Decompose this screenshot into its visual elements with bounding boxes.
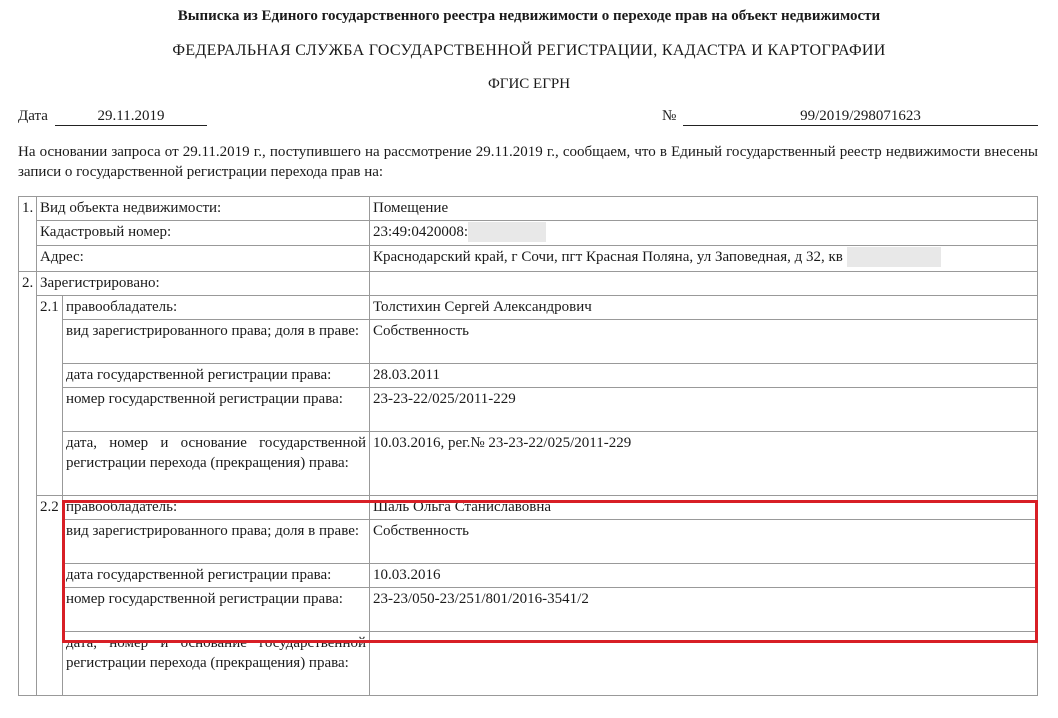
reg-date-value: 28.03.2011 [370, 364, 1038, 388]
transfer-label: дата, номер и основание государственной регистрации перехода (прекращения) права: [63, 432, 370, 496]
date-value: 29.11.2019 [55, 108, 207, 126]
object-type-label: Вид объекта недвижимости: [37, 197, 370, 221]
address-cell [370, 246, 1038, 272]
holder-value: Шаль Ольга Станиславовна [370, 496, 1038, 520]
table-row [19, 564, 1038, 588]
reg-date-label: дата государственной регистрации права: [63, 364, 370, 388]
reg-number-value: 23-23-22/025/2011-229 [370, 388, 1038, 432]
table-row [19, 197, 1038, 221]
table-row [19, 246, 1038, 272]
transfer-value [370, 632, 1038, 696]
table-row [19, 221, 1038, 246]
table-row [19, 588, 1038, 632]
number-label: № [662, 108, 677, 124]
table-row [19, 520, 1038, 564]
right-type-value: Собственность [370, 320, 1038, 364]
reg-number-label: номер государственной регистрации права: [63, 388, 370, 432]
holder-number: 2.1 [37, 296, 63, 496]
date-label: Дата [18, 108, 48, 124]
cadastral-label: Кадастровый номер: [37, 221, 370, 246]
reg-number-value: 23-23/050-23/251/801/2016-3541/2 [370, 588, 1038, 632]
registered-label: Зарегистрировано: [37, 272, 370, 296]
records-table [18, 196, 1038, 696]
cadastral-value: 23:49:0420008: [373, 224, 469, 240]
right-type-label: вид зарегистрированного права; доля в праве: [63, 320, 370, 364]
agency-name: ФЕДЕРАЛЬНАЯ СЛУЖБА ГОСУДАРСТВЕННОЙ РЕГИСТРАЦИИ, КАДАСТРА И КАРТОГРАФИИ [172, 42, 886, 59]
holder-number: 2.2 [37, 496, 63, 696]
system-name: ФГИС ЕГРН [487, 76, 571, 92]
table-row [19, 632, 1038, 696]
table-row [19, 388, 1038, 432]
object-type-value: Помещение [370, 197, 1038, 221]
number-value: 99/2019/298071623 [683, 108, 1038, 126]
transfer-label: дата, номер и основание государственной регистрации перехода (прекращения) права: [63, 632, 370, 696]
row-number: 2. [19, 272, 37, 696]
holder-value: Толстихин Сергей Александрович [370, 296, 1038, 320]
row-number: 1. [19, 197, 37, 272]
right-type-label: вид зарегистрированного права; доля в праве: [63, 520, 370, 564]
table-row [19, 364, 1038, 388]
right-type-value: Собственность [370, 520, 1038, 564]
table-row [19, 272, 1038, 296]
table-row [19, 496, 1038, 520]
table-row [19, 296, 1038, 320]
transfer-value: 10.03.2016, рег.№ 23-23-22/025/2011-229 [370, 432, 1038, 496]
reg-date-value: 10.03.2016 [370, 564, 1038, 588]
holder-label: правообладатель: [63, 496, 370, 520]
reg-date-label: дата государственной регистрации права: [63, 564, 370, 588]
table-row [19, 320, 1038, 364]
address-value: Краснодарский край, г Сочи, пгт Красная Поляна, ул Заповедная, д 32, кв [373, 249, 843, 265]
reg-number-label: номер государственной регистрации права: [63, 588, 370, 632]
address-label: Адрес: [37, 246, 370, 272]
intro-paragraph: На основании запроса от 29.11.2019 г., поступившего на рассмотрение 29.11.2019 г., сообщаем, что в Единый государственный реестр недвижимости внесены записи о государственной регистрации перехода прав на: [18, 144, 1038, 180]
table-row [19, 432, 1038, 496]
redaction-block [468, 222, 546, 242]
document-title: Выписка из Единого государственного реестра недвижимости о переходе прав на объект недвижимости [177, 8, 881, 24]
holder-label: правообладатель: [63, 296, 370, 320]
redaction-block [847, 247, 941, 267]
cadastral-cell [370, 221, 1038, 246]
